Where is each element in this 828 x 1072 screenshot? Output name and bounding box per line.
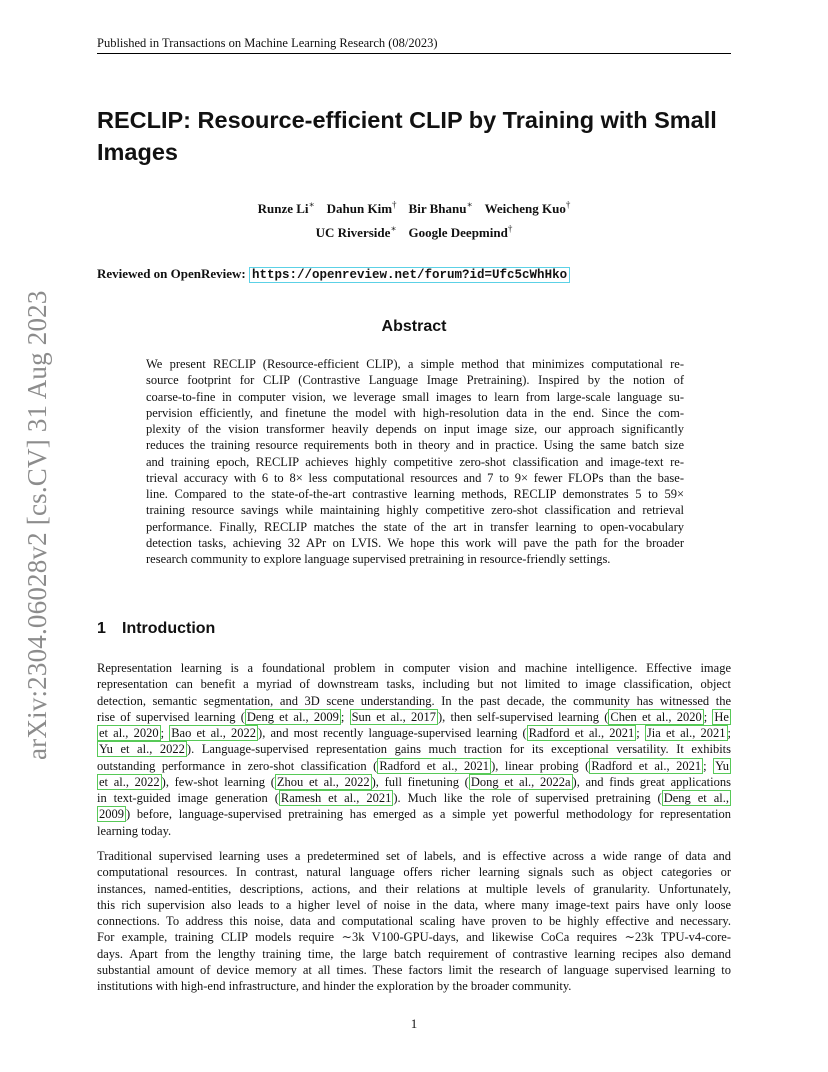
abstract-line: plexity of the vision transformer heavily depends on input image size, our approach significantly — [146, 422, 684, 436]
paragraph-line — [97, 676, 731, 692]
abstract-body — [146, 356, 684, 567]
section-heading-introduction — [97, 620, 215, 638]
arxiv-side-stamp: arXiv:2304.06028v2 [cs.CV] 31 Aug 2023 — [22, 290, 52, 760]
author-mark: ∗ — [308, 200, 315, 210]
section-number: 1 — [97, 620, 106, 637]
citation-link[interactable]: Chen et al., 2020 — [610, 709, 702, 724]
affiliation-entry — [316, 225, 397, 240]
paragraph-line: computational resources. In contrast, natural language offers richer learning signals such as object categories or — [97, 865, 731, 880]
author-mark: ∗ — [466, 200, 473, 210]
citation-link[interactable]: Dong et al., 2022a — [470, 774, 571, 789]
abstract-heading: Abstract — [381, 318, 447, 335]
paragraph-line: institutions with high-end infrastructure, and hinder the exploration by the broader community. — [97, 979, 572, 993]
citation-link[interactable]: Sun et al., 2017 — [351, 709, 436, 724]
text-run: ; — [340, 709, 350, 724]
author-list — [0, 200, 828, 217]
paragraph-line: this rich supervision also leads to a higher level of noise in the data, where many image-text pairs have only loose — [97, 897, 731, 912]
paragraph-line — [97, 806, 731, 822]
abstract-line: We present RECLIP (Resource-efficient CLIP), a simple method that minimizes computational re- — [146, 357, 684, 371]
author-entry — [409, 201, 473, 216]
review-link-line — [97, 266, 570, 282]
intro-paragraph-2 — [97, 848, 731, 994]
affiliation-mark: † — [507, 224, 513, 234]
paragraph-line — [97, 774, 731, 790]
text-run: ; — [703, 709, 713, 724]
title-line-2: Images — [97, 139, 178, 165]
abstract-line: reduces the training resource requirements both in theory and in practice. Using the same batch size — [146, 438, 684, 453]
paragraph-line: days. Apart from the lengthy training time, the large batch requirement of contrastive learning recipes also demand — [97, 946, 731, 961]
text-run: ) before, language-supervised pretraining has emerged as a simple yet powerful methodology for representation — [126, 807, 731, 822]
citation-link[interactable]: He — [714, 709, 729, 724]
paragraph-line: instances, named-entities, descriptions, actions, and their relations at multiple levels of granularity. Unfortunately, — [97, 881, 731, 896]
text-run: ), few-shot learning ( — [161, 774, 275, 789]
affiliation-list — [0, 224, 828, 241]
citation-link[interactable]: Bao et al., 2022 — [171, 726, 257, 740]
citation-link[interactable]: et al., 2022 — [99, 774, 160, 789]
affiliation-mark: ∗ — [390, 224, 397, 234]
citation-link[interactable]: Deng et al., — [663, 791, 730, 805]
paragraph-line: For example, training CLIP models require ∼3k V100-GPU-days, and likewise CoCa requires ∼23k TPU-v4-core- — [97, 930, 731, 945]
paragraph-line — [97, 660, 731, 676]
citation-link[interactable]: Radford et al., 2021 — [591, 758, 702, 773]
paragraph-line — [97, 823, 731, 839]
abstract-line: source footprint for CLIP (Contrastive Language Image Pretraining). Inspired by the notion of — [146, 373, 684, 388]
text-run: Representation learning is a foundational problem in computer vision and machine intelligence. Effective image — [97, 661, 731, 675]
paragraph-line — [97, 741, 731, 757]
author-entry — [327, 201, 397, 216]
text-run: ), full finetuning ( — [371, 774, 469, 789]
text-run: ). Language-supervised representation gains much traction for its exceptional versatility. It exhibits — [186, 742, 732, 757]
citation-link[interactable]: Yu — [715, 758, 729, 773]
abstract-line: coarse-to-fine in computer vision, we leverage small images to learn from large-scale language su- — [146, 389, 684, 404]
text-run: outstanding performance in zero-shot classification ( — [97, 758, 378, 773]
text-run: ; — [727, 726, 731, 740]
abstract-line: performance. Finally, RECLIP matches the state of the art in transfer learning to open-vocabulary — [146, 519, 684, 534]
author-mark: † — [392, 200, 397, 210]
text-run: ; — [636, 726, 645, 740]
affiliation-name: UC Riverside — [315, 225, 391, 241]
text-run: ; — [703, 758, 714, 773]
author-name: Dahun Kim — [326, 201, 393, 217]
running-header: Published in Transactions on Machine Learning Research (08/2023) — [97, 36, 438, 50]
text-run: ), and finds great applications — [572, 774, 731, 789]
abstract-line: detection tasks, achieving 32 APr on LVIS. We hope this work will pave the path for the broader — [146, 535, 684, 550]
intro-paragraph-1 — [97, 660, 731, 839]
review-label: Reviewed on OpenReview: — [97, 266, 246, 281]
abstract-line: trieval accuracy with 6 to 8× less computational resources and 7 to 9× fewer FLOPs than the base- — [146, 470, 684, 485]
abstract-line: research community to explore language supervised pretraining in resource-friendly settings. — [146, 552, 611, 566]
author-entry — [485, 201, 571, 216]
citation-link[interactable]: Yu et al., 2022 — [99, 742, 185, 757]
abstract-line: training resource savings while maintaining highly competitive zero-shot classification and retrieval — [146, 503, 684, 518]
citation-link[interactable]: Radford et al., 2021 — [379, 758, 490, 773]
citation-link[interactable]: Zhou et al., 2022 — [276, 774, 370, 789]
paper-title — [97, 104, 737, 168]
author-name: Weicheng Kuo — [484, 201, 566, 217]
text-run: ; — [160, 726, 170, 740]
abstract-line: and training epoch, RECLIP achieves highly competitive zero-shot classification and image-text re- — [146, 454, 684, 469]
affiliation-name: Google Deepmind — [408, 225, 508, 241]
citation-link[interactable]: Ramesh et al., 2021 — [280, 791, 392, 805]
text-run: rise of supervised learning ( — [97, 709, 245, 724]
text-run: ). Much like the role of supervised pretraining ( — [393, 791, 662, 805]
citation-link[interactable]: Deng et al., 2009 — [246, 709, 339, 724]
text-run: ), linear probing ( — [491, 758, 590, 773]
paragraph-line — [97, 693, 731, 709]
paragraph-line — [97, 725, 731, 741]
citation-link[interactable]: 2009 — [99, 807, 124, 822]
section-title: Introduction — [122, 620, 216, 637]
text-run: ), then self-supervised learning ( — [437, 709, 609, 724]
author-name: Bir Bhanu — [408, 201, 467, 217]
text-run: ), and most recently language-supervised learning ( — [258, 726, 527, 740]
paragraph-line: connections. To address this noise, data and computational scaling have proven to be highly effective and necessary. — [97, 914, 731, 928]
title-line-1: RECLIP: Resource-efficient CLIP by Training with Small — [97, 107, 717, 133]
citation-link[interactable]: Jia et al., 2021 — [646, 726, 726, 740]
paragraph-line — [97, 758, 731, 774]
header-rule — [97, 53, 731, 54]
abstract-line: line. Compared to the state-of-the-art contrastive learning methods, RECLIP demonstrates 5 to 59× — [146, 487, 684, 501]
paragraph-line: substantial amount of device memory at all times. These factors limit the research of language supervised learning to — [97, 962, 731, 977]
text-run: detection, semantic segmentation, and 3D scene understanding. In the past decade, the community has witnessed the — [97, 693, 731, 708]
text-run: representation can benefit a myriad of downstream tasks, including but not limited to image classification, object — [97, 677, 731, 692]
page-number: 1 — [410, 1016, 418, 1031]
author-name: Runze Li — [257, 201, 309, 217]
paragraph-line — [97, 709, 731, 725]
author-entry — [258, 201, 315, 216]
citation-link[interactable]: et al., 2020 — [99, 726, 159, 740]
text-run: in text-guided image generation ( — [97, 791, 279, 805]
author-mark: † — [565, 200, 571, 210]
openreview-link[interactable]: https://openreview.net/forum?id=Ufc5cWhHko — [249, 267, 570, 283]
paragraph-line: Traditional supervised learning uses a predetermined set of labels, and is effective across a wide range of data and — [97, 849, 731, 863]
affiliation-entry — [409, 225, 513, 240]
abstract-line: pervision efficiently, and finetune the model with high-resolution data in the end. Since the com- — [146, 405, 684, 420]
paragraph-line — [97, 790, 731, 806]
citation-link[interactable]: Radford et al., 2021 — [528, 726, 635, 740]
text-run: learning today. — [97, 823, 172, 838]
